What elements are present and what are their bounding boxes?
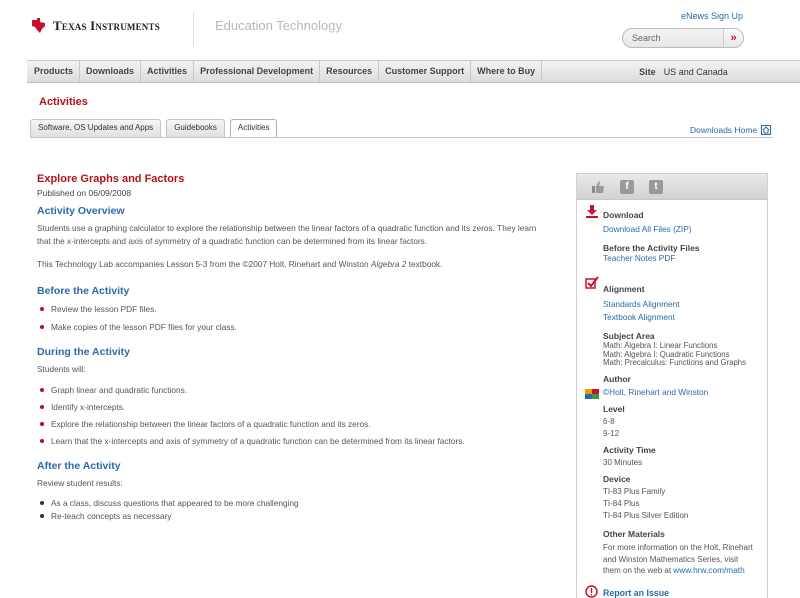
tab-activities[interactable]: Activities xyxy=(230,119,278,138)
page-title: Activities xyxy=(39,96,88,108)
download-icon xyxy=(585,204,599,220)
site-selector[interactable]: US and Canada xyxy=(663,66,728,77)
level-heading: Level xyxy=(603,404,625,414)
list-item: Explore the relationship between the linear factors of a quadratic function and its zeros. xyxy=(37,418,542,430)
alignment-section xyxy=(603,284,746,397)
tab-divider xyxy=(30,137,773,138)
subject-item: Math: Algebra I: Quadratic Functions xyxy=(603,349,730,359)
twitter-icon[interactable]: t xyxy=(649,180,663,194)
author-heading: Author xyxy=(603,373,631,384)
ti-state-icon xyxy=(30,17,47,34)
standards-alignment-link[interactable]: Standards Alignment xyxy=(603,299,680,309)
during-list xyxy=(37,384,542,447)
time-value: 30 Minutes xyxy=(603,458,643,467)
after-list xyxy=(37,497,542,522)
search-button[interactable]: » xyxy=(723,29,743,47)
tagline: Education Technology xyxy=(215,18,342,33)
before-heading: Before the Activity xyxy=(37,284,130,297)
ti-logo[interactable] xyxy=(30,17,160,34)
details-section xyxy=(603,404,753,577)
search-box xyxy=(622,28,744,48)
level-value: 9-12 xyxy=(603,429,620,438)
subject-heading: Subject Area xyxy=(603,331,655,341)
header-divider xyxy=(193,12,194,46)
list-item: As a class, discuss questions that appeared to be more challenging xyxy=(37,497,542,509)
social-bar xyxy=(577,174,767,200)
subject-item: Math: Precalculus: Functions and Graphs xyxy=(603,358,747,367)
download-section xyxy=(603,210,700,263)
list-item: Make copies of the lesson PDF files for your class. xyxy=(37,321,542,333)
other-materials-heading: Other Materials xyxy=(603,529,665,539)
tab-guidebooks[interactable]: Guidebooks xyxy=(166,119,225,137)
site-label: Site xyxy=(639,66,656,77)
list-item: Re-teach concepts as necessary xyxy=(37,510,542,522)
nav-item-products[interactable]: Products xyxy=(27,61,80,82)
report-issue-link[interactable]: Report an Issue xyxy=(603,588,669,598)
teacher-notes-link[interactable]: Teacher Notes PDF xyxy=(603,253,676,263)
other-text-line xyxy=(603,565,753,577)
during-heading: During the Activity xyxy=(37,345,130,358)
device-item: TI-84 Plus Silver Edition xyxy=(603,511,689,520)
overview-text: Students use a graphing calculator to explore the relationship between the linear factors of a quadratic function and its zeros. They learn that the x-intercepts and axis of symmetry of a quadratic function can be determined from its linear factors. xyxy=(37,223,537,246)
nav-item-resources[interactable]: Resources xyxy=(320,61,379,82)
other-text-lead: them on the web at xyxy=(603,566,674,575)
downloads-home-label[interactable]: Downloads Home xyxy=(690,125,758,135)
before-list xyxy=(37,303,542,333)
after-heading: After the Activity xyxy=(37,460,121,472)
time-heading: Activity Time xyxy=(603,445,656,455)
downloads-home-link[interactable] xyxy=(690,125,771,135)
lab-text-start: This Technology Lab accompanies Lesson 5-3 from the ©2007 Holt, Rinehart and Winston xyxy=(37,259,371,269)
device-item: TI-84 Plus xyxy=(603,499,640,508)
alignment-heading: Alignment xyxy=(603,284,645,294)
subject-item: Math: Algebra I: Linear Functions xyxy=(603,341,718,350)
checkbox-icon xyxy=(585,276,599,292)
before-files-heading: Before the Activity Files xyxy=(603,243,700,253)
list-item: Graph linear and quadratic functions. xyxy=(37,384,542,396)
lab-text-end: textbook. xyxy=(406,259,443,269)
home-icon[interactable] xyxy=(761,125,771,135)
list-item: Learn that the x-intercepts and axis of symmetry of a quadratic function can be determined from its linear factors. xyxy=(37,435,542,447)
textbook-alignment-link[interactable]: Textbook Alignment xyxy=(603,312,675,322)
overview-heading: Activity Overview xyxy=(37,205,125,217)
level-value: 6-8 xyxy=(603,417,615,426)
other-text-line: and Winston Mathematics Series, visit xyxy=(603,554,739,564)
list-item: Review the lesson PDF files. xyxy=(37,303,542,315)
during-intro: Students will: xyxy=(37,363,86,374)
activity-sidebar xyxy=(576,173,768,598)
nav-item-where-to-buy[interactable]: Where to Buy xyxy=(471,61,542,82)
after-intro: Review student results: xyxy=(37,478,123,488)
other-text-line: For more information on the Holt, Rinehart xyxy=(603,543,753,552)
publisher-logo-icon xyxy=(585,389,599,401)
device-item: TI-83 Plus Family xyxy=(603,487,666,496)
published-date: Published on 06/09/2008 xyxy=(37,188,132,198)
enews-signup-link[interactable]: eNews Sign Up xyxy=(680,11,743,21)
thumbs-up-icon[interactable] xyxy=(591,180,605,194)
report-section xyxy=(603,588,669,598)
list-item: Identify x-intercepts. xyxy=(37,401,542,413)
other-materials-text xyxy=(603,542,753,577)
download-all-link[interactable]: Download All Files (ZIP) xyxy=(603,224,692,234)
nav-item-activities[interactable]: Activities xyxy=(141,61,194,82)
hrw-link[interactable]: www.hrw.com/math xyxy=(673,565,745,575)
author-link[interactable]: ©Holt, Rinehart and Winston xyxy=(603,386,709,397)
textbook-title: Algebra 2 xyxy=(370,259,407,269)
activity-title: Explore Graphs and Factors xyxy=(37,173,185,185)
nav-item-professional-development[interactable]: Professional Development xyxy=(194,61,320,82)
facebook-icon[interactable]: f xyxy=(620,180,634,194)
site-header xyxy=(0,0,800,60)
activity-content xyxy=(37,172,542,522)
download-heading: Download xyxy=(603,210,644,220)
nav-item-customer-support[interactable]: Customer Support xyxy=(379,61,471,82)
device-heading: Device xyxy=(603,474,631,484)
brand-wordmark: Texas Instruments xyxy=(53,17,160,33)
lab-text xyxy=(37,258,542,271)
tab-software-os-updates[interactable]: Software, OS Updates and Apps xyxy=(30,119,161,137)
nav-item-downloads[interactable]: Downloads xyxy=(80,61,141,82)
alert-icon xyxy=(585,585,598,598)
tab-bar xyxy=(30,119,282,138)
main-nav xyxy=(27,60,800,83)
search-input[interactable] xyxy=(623,29,725,47)
